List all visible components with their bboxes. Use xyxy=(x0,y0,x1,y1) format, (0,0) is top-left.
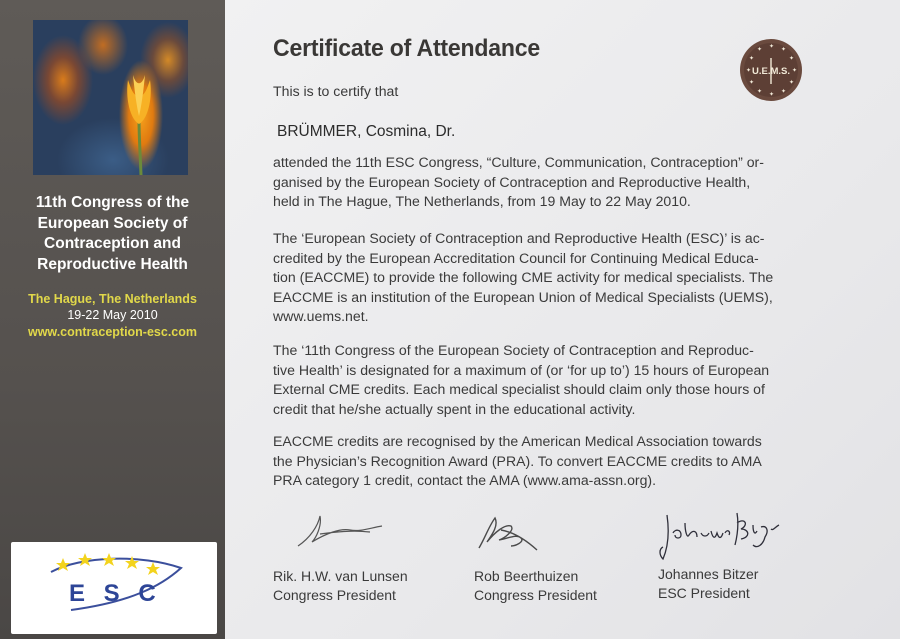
esc-logo-text: E S C xyxy=(69,580,162,607)
svg-text:✦: ✦ xyxy=(792,68,798,74)
svg-text:✦: ✦ xyxy=(769,92,775,98)
tulip-icon xyxy=(33,20,188,175)
signature-beerthuizen xyxy=(471,510,551,555)
svg-text:✦: ✦ xyxy=(789,80,795,86)
signatory-name: Rob Beerthuizen xyxy=(474,568,579,584)
paragraph-line: EACCME credits are recognised by the American Medical Association towards xyxy=(273,433,762,449)
congress-title-line: Reproductive Health xyxy=(37,255,188,273)
signatory-name: Rik. H.W. van Lunsen xyxy=(273,568,408,584)
paragraph-attendance xyxy=(273,153,813,212)
svg-text:✦: ✦ xyxy=(781,89,787,95)
congress-title xyxy=(0,193,225,275)
paragraph-line: www.uems.net. xyxy=(273,308,369,324)
paragraph-line: The ‘11th Congress of the European Society of Contraception and Reproduc- xyxy=(273,342,754,358)
svg-text:✦: ✦ xyxy=(746,68,752,74)
paragraph-line: External CME credits. Each medical specialist should claim only those hours of xyxy=(273,381,765,397)
signature-van-lunsen xyxy=(290,508,400,553)
paragraph-line: EACCME is an institution of the European Union of Medical Specialists (UEMS), xyxy=(273,288,773,305)
svg-text:✦: ✦ xyxy=(749,56,755,62)
certify-intro: This is to certify that xyxy=(273,83,399,99)
signatory-role: ESC President xyxy=(658,585,750,601)
paragraph-line: attended the 11th ESC Congress, “Culture, Communication, Contraception” or- xyxy=(273,154,764,170)
paragraph-line: PRA category 1 credit, contact the AMA (www.ama-assn.org). xyxy=(273,472,657,488)
certificate-title: Certificate of Attendance xyxy=(273,35,541,62)
esc-logo xyxy=(11,542,217,634)
signature-bitzer xyxy=(653,505,783,565)
svg-text:✦: ✦ xyxy=(749,80,755,86)
recipient-name: BRÜMMER, Cosmina, Dr. xyxy=(277,123,456,140)
paragraph-credits xyxy=(273,341,813,419)
sidebar-panel xyxy=(0,0,225,639)
paragraph-line: held in The Hague, The Netherlands, from 19 May to 22 May 2010. xyxy=(273,193,691,209)
signatory-role: Congress President xyxy=(474,587,597,603)
paragraph-line: credited by the European Accreditation Council for Continuing Medical Educa- xyxy=(273,249,759,266)
congress-dates: 19-22 May 2010 xyxy=(67,308,158,322)
congress-website: www.contraception-esc.com xyxy=(27,325,198,339)
paragraph-line: tive Health’ is designated for a maximum of (or ‘for up to’) 15 hours of European xyxy=(273,361,770,378)
paragraph-line: the Physician’s Recognition Award (PRA). To convert EACCME credits to AMA xyxy=(273,452,762,469)
paragraph-ama xyxy=(273,432,813,491)
paragraph-accreditation xyxy=(273,229,813,327)
congress-location: The Hague, The Netherlands xyxy=(28,292,197,306)
signatory-role: Congress President xyxy=(273,587,396,603)
congress-title-line: European Society of xyxy=(37,214,188,232)
signatory-name: Johannes Bitzer xyxy=(658,566,759,582)
paragraph-line: ganised by the European Society of Contraception and Reproductive Health, xyxy=(273,173,751,190)
svg-text:✦: ✦ xyxy=(757,89,763,95)
tulip-photo xyxy=(33,20,188,175)
certificate-page xyxy=(225,0,900,639)
svg-text:✦: ✦ xyxy=(789,56,795,62)
paragraph-line: The ‘European Society of Contraception and Reproductive Health (ESC)’ is ac- xyxy=(273,230,765,246)
paragraph-line: tion (EACCME) to provide the following CME activity for medical specialists. The xyxy=(273,269,774,285)
uems-seal-text: U.E.M.S. xyxy=(751,66,791,77)
svg-text:✦: ✦ xyxy=(781,47,787,53)
congress-title-line: Contraception and xyxy=(44,235,181,252)
svg-text:✦: ✦ xyxy=(757,47,763,53)
congress-title-line: 11th Congress of the xyxy=(35,194,190,211)
svg-text:✦: ✦ xyxy=(769,44,775,50)
esc-logo-icon xyxy=(11,542,217,634)
paragraph-line: credit that he/she actually spent in the educational activity. xyxy=(273,400,636,417)
